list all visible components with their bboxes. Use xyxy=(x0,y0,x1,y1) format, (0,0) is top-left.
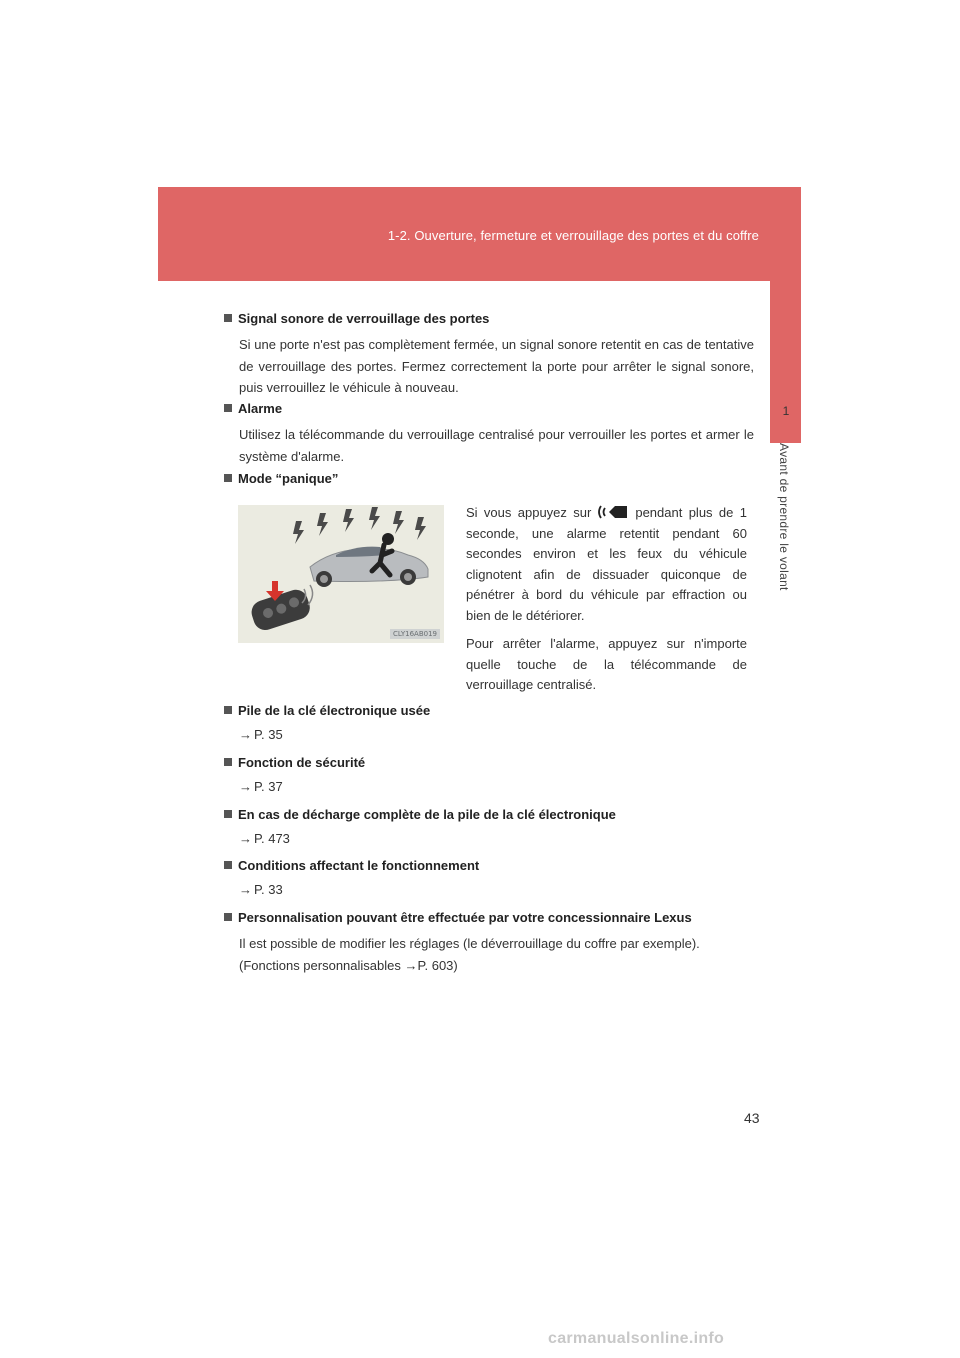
bullet-square-icon xyxy=(224,861,232,869)
paragraph-customization: Il est possible de modifier les réglages (le déverrouillage du coffre par exemple). xyxy=(239,936,700,951)
heading-operating-conditions: Conditions affectant le fonctionnement xyxy=(224,858,756,873)
image-code-label: CLY16AB019 xyxy=(390,629,440,639)
car-alarm-illustration xyxy=(238,505,444,643)
arrow-icon: → xyxy=(239,831,252,846)
watermark: carmanualsonline.info xyxy=(548,1330,725,1347)
bullet-square-icon xyxy=(224,810,232,818)
panic-mode-illustration xyxy=(238,505,444,643)
arrow-icon: → xyxy=(239,882,252,897)
heading-alarm: Alarme xyxy=(224,401,756,416)
heading-panic-mode: Mode “panique” xyxy=(224,471,756,486)
section-title: 1-2. Ouverture, fermeture et verrouillage des portes et du coffre xyxy=(387,228,759,243)
header-band xyxy=(158,187,801,281)
heading-customization: Personnalisation pouvant être effectuée par votre concessionnaire Lexus xyxy=(224,910,756,925)
bullet-square-icon xyxy=(224,404,232,412)
arrow-icon: → xyxy=(239,779,252,794)
panic-mode-text xyxy=(466,503,747,704)
panic-button-icon xyxy=(595,503,631,521)
paragraph-alarm: Utilisez la télécommande du verrouillage centralisé pour verrouiller les portes et armer le système d'alarme. xyxy=(239,427,754,464)
reference-link[interactable]: → P. 35 xyxy=(239,727,283,742)
reference-link[interactable]: →P. 603) xyxy=(404,958,458,973)
heading-battery-depleted: En cas de décharge complète de la pile de la clé électronique xyxy=(224,807,756,822)
reference-link[interactable]: → P. 37 xyxy=(239,779,283,794)
chapter-title: Avant de prendre le volant xyxy=(777,443,791,591)
chapter-number: 1 xyxy=(782,404,790,418)
bullet-square-icon xyxy=(224,758,232,766)
bullet-square-icon xyxy=(224,314,232,322)
heading-security-function: Fonction de sécurité xyxy=(224,755,756,770)
arrow-icon: → xyxy=(404,958,418,973)
chapter-tab[interactable] xyxy=(770,281,801,443)
reference-link[interactable]: → P. 33 xyxy=(239,882,283,897)
bullet-square-icon xyxy=(224,913,232,921)
panic-mode-paragraph-1: Si vous appuyez sur pendant plus de 1 seconde, une alarme retentit pendant 60 secondes environ et les feux du véhicule clignotent afin de dissuader quiconque de pénétrer à bord du véhicule par effraction ou bien de le détériorer. xyxy=(466,505,747,623)
panic-mode-paragraph-2: Pour arrêter l'alarme, appuyez sur n'importe quelle touche de la télécommande de verrouillage centralisé. xyxy=(466,636,747,692)
heading-door-lock-buzzer: Signal sonore de verrouillage des portes xyxy=(224,311,756,326)
bullet-square-icon xyxy=(224,706,232,714)
arrow-icon: → xyxy=(239,727,252,742)
heading-low-battery: Pile de la clé électronique usée xyxy=(224,703,756,718)
reference-link[interactable]: → P. 473 xyxy=(239,831,290,846)
paragraph-customization-ref: (Fonctions personnalisables →P. 603) xyxy=(239,958,458,973)
page-number: 43 xyxy=(744,1110,760,1126)
paragraph-door-lock-buzzer: Si une porte n'est pas complètement fermée, un signal sonore retentit en cas de tentative de verrouillage des portes. Fermez correctement la porte pour arrêter le signal sonore, puis verrouillez le véhicule à nouveau. xyxy=(239,337,754,395)
bullet-square-icon xyxy=(224,474,232,482)
